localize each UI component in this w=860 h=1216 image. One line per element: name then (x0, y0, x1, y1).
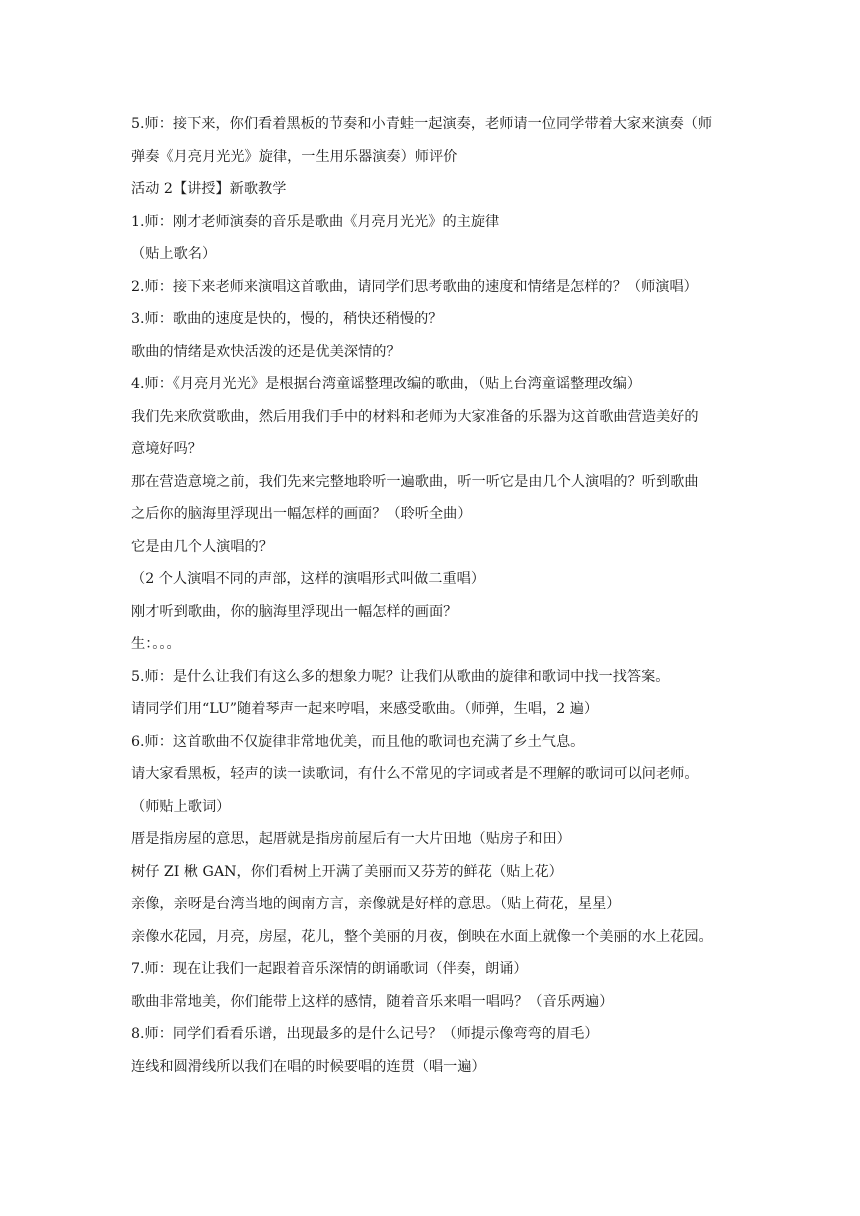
text-line: 亲像水花园，月亮，房屋，花儿，整个美丽的月夜，倒映在水面上就像一个美丽的水上花园。 (131, 928, 713, 945)
text-line: 它是由几个人演唱的？ (131, 538, 273, 555)
section-heading: 活动 2【讲授】新歌教学 (131, 181, 287, 197)
text-line: 连线和圆滑线所以我们在唱的时候要唱的连贯（唱一遍） (131, 1058, 486, 1075)
text-line: 亲像，亲呀是台湾当地的闽南方言，亲像就是好样的意思。（贴上荷花，星星） (131, 896, 621, 912)
text-line: （师贴上歌词） (131, 798, 231, 815)
text-line: 弹奏《月亮月光光》旋律，一生用乐器演奏）师评价 (131, 148, 458, 165)
text-line: 意境好吗？ (131, 441, 202, 457)
text-line: 6.师：这首歌曲不仅旋律非常地优美，而且他的歌词也充满了乡土气息。 (131, 733, 585, 750)
text-line: （贴上歌名） (131, 246, 217, 262)
text-line: 厝是指房屋的意思，起厝就是指房前屋后有一大片田地（贴房子和田） (131, 831, 571, 847)
text-line: 请同学们用“LU”随着琴声一起来哼唱，来感受歌曲。（师弹，生唱，2 遍） (131, 701, 599, 717)
text-line: 5.师：接下来，你们看着黑板的节奏和小青蛙一起演奏，老师请一位同学带着大家来演奏（师 (131, 116, 713, 132)
text-line: （2 个人演唱不同的声部，这样的演唱形式叫做二重唱） (131, 571, 486, 587)
text-line: 生：。。。 (131, 636, 181, 652)
text-line: 歌曲非常地美，你们能带上这样的感情，随着音乐来唱一唱吗？（音乐两遍） (131, 993, 614, 1010)
text-line: 那在营造意境之前，我们先来完整地聆听一遍歌曲，听一听它是由几个人演唱的？听到歌曲 (131, 473, 699, 490)
text-line: 我们先来欣赏歌曲，然后用我们手中的材料和老师为大家准备的乐器为这首歌曲营造美好的 (131, 408, 699, 425)
text-line: 4.师：《月亮月光光》是根据台湾童谣整理改编的歌曲，（贴上台湾童谣整理改编） (131, 376, 642, 392)
text-line: 刚才听到歌曲，你的脑海里浮现出一幅怎样的画面？ (131, 603, 458, 620)
text-line: 2.师：接下来老师来演唱这首歌曲，请同学们思考歌曲的速度和情绪是怎样的？（师演唱） (131, 278, 698, 295)
document-body (131, 108, 741, 1083)
text-line: 3.师：歌曲的速度是快的，慢的，稍快还稍慢的？ (131, 311, 443, 327)
text-line: 歌曲的情绪是欢快活泼的还是优美深情的？ (131, 343, 401, 360)
text-line: 5.师：是什么让我们有这么多的想象力呢？让我们从歌曲的旋律和歌词中找一找答案。 (131, 668, 670, 685)
text-line: 请大家看黑板，轻声的读一读歌词，有什么不常见的字词或者是不理解的歌词可以问老师。 (131, 766, 699, 782)
text-line: 8.师：同学们看看乐谱，出现最多的是什么记号？（师提示像弯弯的眉毛） (131, 1026, 599, 1042)
text-line: 1.师：刚才老师演奏的音乐是歌曲《月亮月光光》的主旋律 (131, 213, 500, 230)
text-line: 7.师：现在让我们一起跟着音乐深情的朗诵歌词（伴奏，朗诵） (131, 961, 528, 977)
text-line: 树仔 ZI 楸 GAN，你们看树上开满了美丽而又芬芳的鲜花（贴上花） (131, 863, 563, 880)
text-line: 之后你的脑海里浮现出一幅怎样的画面？（聆听全曲） (131, 506, 472, 522)
